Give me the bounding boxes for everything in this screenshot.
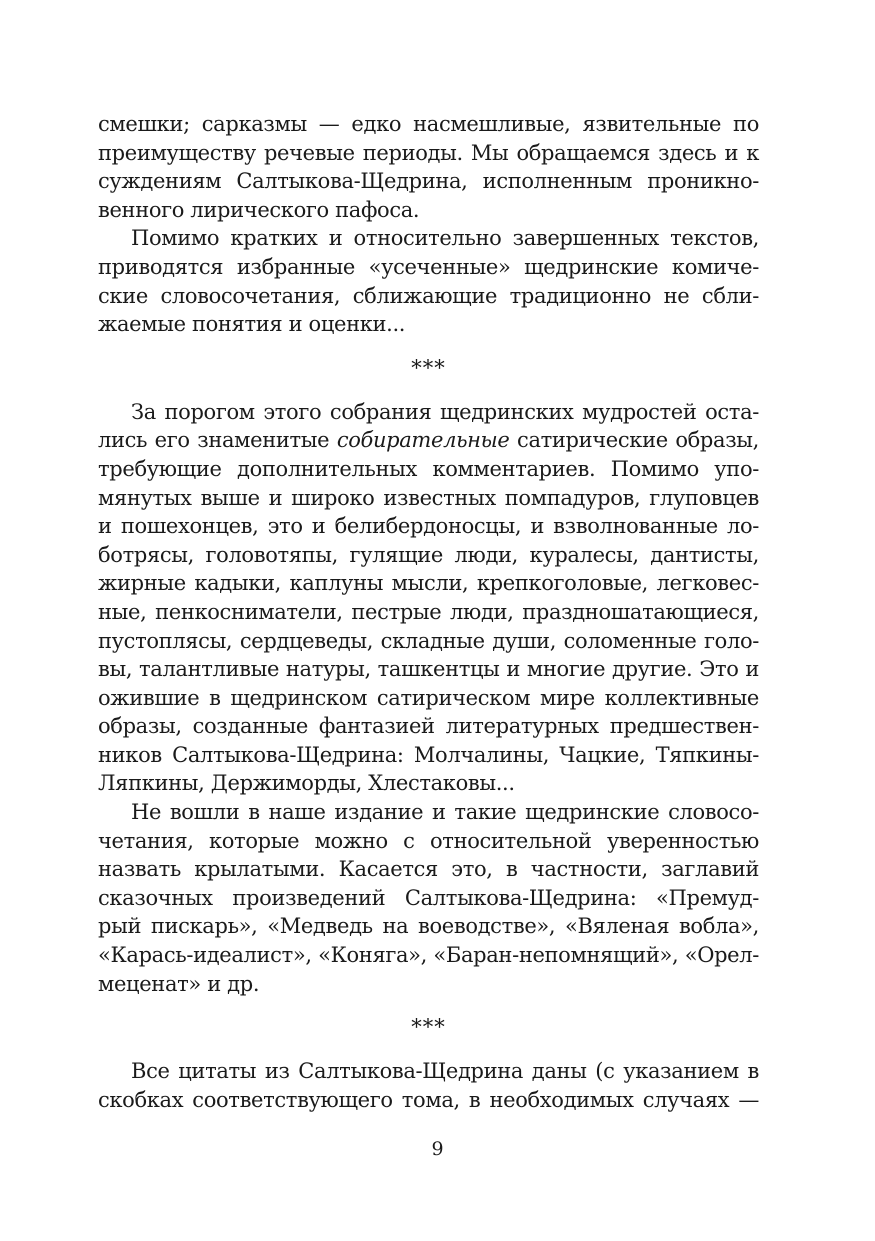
text-line: мянутых выше и широко известных помпадуров, глуповцев [98,485,759,510]
text-segment: сатирические образы, [509,428,759,453]
text-line: преимуществу речевые периоды. Мы обращаемся здесь и к [98,140,759,165]
text-line: венного лирического пафоса. [98,197,420,222]
paragraph-1 [98,110,759,224]
text-segment: лись его знаменитые [98,428,337,453]
text-line: суждениям Салтыкова-Щедрина, исполненным проникно- [98,169,759,194]
text-line: ные, пенкосниматели, пестрые люди, праздношатающиеся, [98,599,759,624]
text-line: жаемые понятия и оценки... [98,312,406,337]
italic-term: собирательные [336,428,510,453]
text-line: меценат» и др. [98,971,260,996]
text-line: жирные кадыки, каплуны мысли, крепкоголовые, легковес- [98,571,759,596]
text-line: Ляпкины, Держиморды, Хлестаковы... [98,771,515,796]
text-line: приводятся избранные «усеченные» щедринские комиче- [98,254,759,279]
text-line: рый пискарь», «Медведь на воеводстве», «Вяленая вобла», [98,914,759,939]
text-line: ников Салтыкова-Щедрина: Молчалины, Чацкие, Тяпкины- [98,742,759,767]
text-line: и пошехонцев, это и белибердоносцы, и взволнованные ло- [98,514,759,539]
text-line: назвать крылатыми. Касается это, в частности, заглавий [98,857,759,882]
text-line: сказочных произведений Салтыкова-Щедрина: «Премуд- [98,885,759,910]
text-line: четания, которые можно с относительной уверенностью [98,828,759,853]
paragraph-4 [98,798,759,998]
text-line-with-italic [98,426,759,455]
text-line: пустоплясы, сердцеведы, складные души, соломенные голо- [98,628,759,653]
paragraph-2 [98,224,759,338]
text-line: вы, талантливые натуры, ташкентцы и многие другие. Это и [98,657,759,682]
text-line: смешки; сарказмы — едко насмешливые, язвительные по [98,112,759,136]
page-body [98,110,759,1114]
text-line: скобках соответствующего тома, в необходимых случаях — [98,1087,759,1112]
text-line: ботрясы, головотяпы, гулящие люди, куралесы, дантисты, [98,542,759,567]
page-number: 9 [431,1138,444,1160]
text-line: Все цитаты из Салтыкова-Щедрина даны (с указанием в [131,1059,759,1084]
section-separator: *** [411,1015,446,1040]
text-line: ские словосочетания, сближающие традиционно не сбли- [98,283,759,308]
text-line: образы, созданные фантазией литературных предшествен- [98,714,759,739]
text-line: Не вошли в наше издание и такие щедринские словосо- [131,800,759,825]
text-line: ожившие в щедринском сатирическом мире коллективные [98,685,759,710]
section-separator: *** [411,355,446,380]
text-line: Помимо кратких и относительно завершенных текстов, [131,226,759,251]
paragraph-3 [98,398,759,798]
text-line: «Карась-идеалист», «Коняга», «Баран-непомнящий», «Орел- [98,943,759,968]
text-line: требующие дополнительных комментариев. Помимо упо- [98,456,759,481]
text-line: За порогом этого собрания щедринских мудростей оста- [131,399,759,424]
paragraph-5 [98,1057,759,1114]
